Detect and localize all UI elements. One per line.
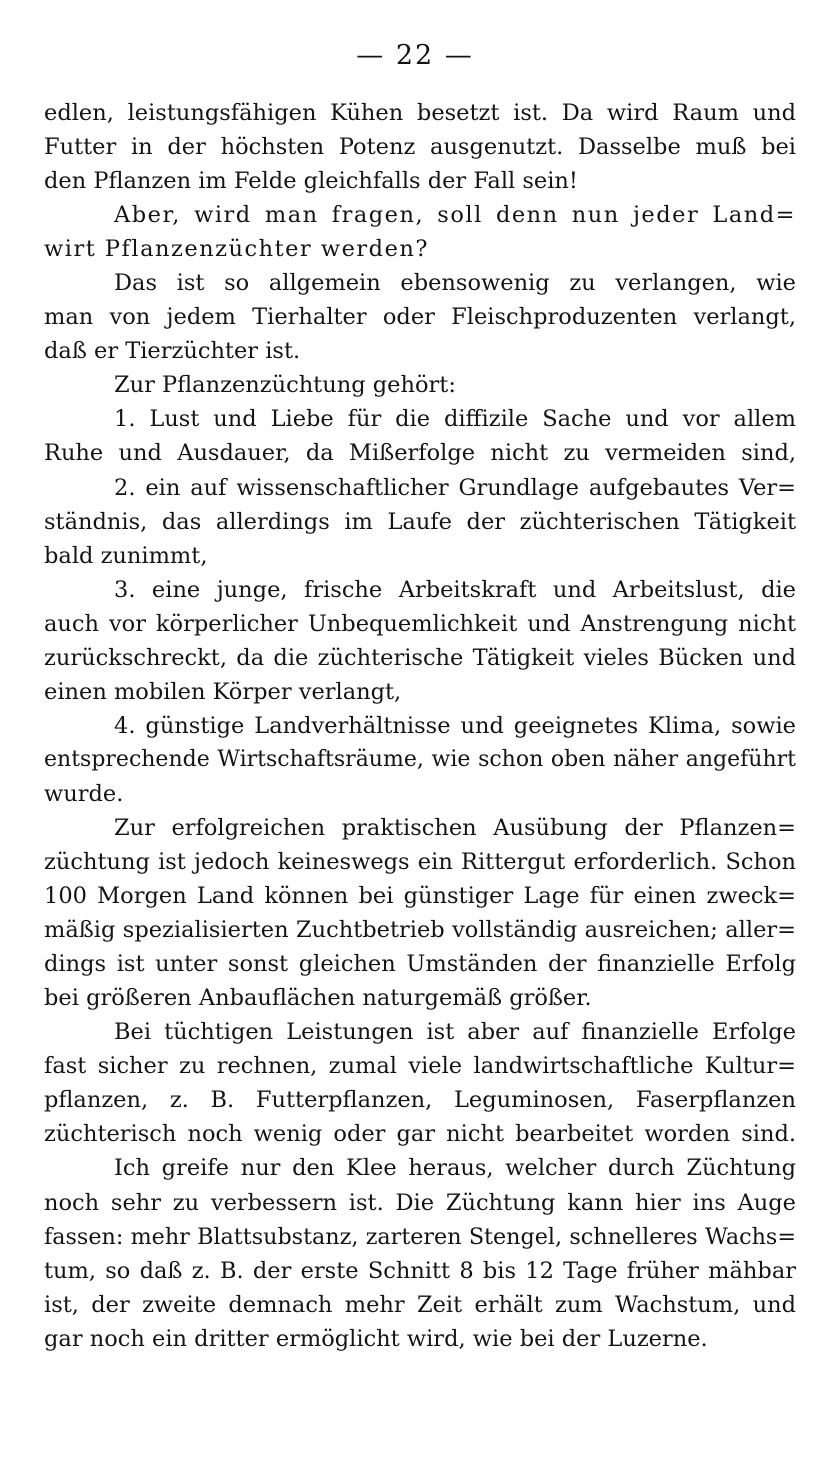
text-line: wirt Pflanzenzüchter werden? [44, 236, 429, 263]
text-line: daß er Tierzüchter ist. [44, 338, 301, 365]
text-line: fassen: mehr Blattsubstanz, zarteren Stengel, schnelleres Wachs= [44, 1223, 796, 1250]
text-line: züchterisch noch wenig oder gar nicht bearbeitet worden sind. [44, 1121, 796, 1148]
text-line: Das ist so allgemein ebensowenig zu verlangen, wie [114, 270, 796, 297]
list-item-3-line: 3. eine junge, frische Arbeitskraft und Arbeitslust, die [114, 576, 796, 603]
page-number: — 22 — [356, 40, 474, 71]
list-item-1-line: 1. Lust und Liebe für die diffizile Sache und vor allem [114, 406, 796, 433]
text-line: pflanzen, z. B. Futterpflanzen, Leguminosen, Faserpflanzen [44, 1087, 796, 1114]
text-line: bei größeren Anbauflächen naturgemäß größer. [44, 985, 592, 1012]
text-line: Ich greife nur den Klee heraus, welcher durch Züchtung [114, 1155, 796, 1182]
list-item-4-line: wurde. [44, 780, 124, 807]
list-item-1-line: Ruhe und Ausdauer, da Mißerfolge nicht zu vermeiden sind, [44, 440, 796, 467]
text-line: ist, der zweite demnach mehr Zeit erhält zum Wachstum, und [44, 1291, 796, 1318]
list-item-3-line: zurückschreckt, da die züchterische Tätigkeit vieles Bücken und [44, 644, 796, 671]
text-line: Zur Pflanzenzüchtung gehört: [114, 372, 456, 399]
list-item-4-line: 4. günstige Landverhältnisse und geeignetes Klima, sowie [114, 712, 796, 739]
text-line: Futter in der höchsten Potenz ausgenutzt. Dasselbe muß bei [44, 134, 796, 161]
list-item-2-line: ständnis, das allerdings im Laufe der züchterischen Tätigkeit [44, 508, 796, 535]
body-text [44, 96, 796, 1356]
text-line: dings ist unter sonst gleichen Umständen der finanzielle Erfolg [44, 951, 796, 978]
text-line: Bei tüchtigen Leistungen ist aber auf finanzielle Erfolge [114, 1019, 796, 1046]
list-item-3-line: einen mobilen Körper verlangt, [44, 678, 402, 705]
list-item-3-line: auch vor körperlicher Unbequemlichkeit und Anstrengung nicht [44, 610, 796, 637]
text-line: Aber, wird man fragen, soll denn nun jeder Land= [114, 202, 796, 229]
text-line: man von jedem Tierhalter oder Fleischproduzenten verlangt, [44, 304, 796, 331]
list-item-2-line: bald zunimmt, [44, 542, 208, 569]
text-line: edlen, leistungsfähigen Kühen besetzt ist. Da wird Raum und [44, 100, 796, 126]
text-line: mäßig spezialisierten Zuchtbetrieb vollständig ausreichen; aller= [44, 917, 796, 944]
text-line: den Pflanzen im Felde gleichfalls der Fall sein! [44, 168, 578, 195]
list-item-4-line: entsprechende Wirtschaftsräume, wie schon oben näher angeführt [44, 746, 796, 772]
text-line: Zur erfolgreichen praktischen Ausübung der Pflanzen= [114, 814, 796, 841]
text-line: tum, so daß z. B. der erste Schnitt 8 bis 12 Tage früher mähbar [44, 1257, 796, 1284]
text-line: gar noch ein dritter ermöglicht wird, wie bei der Luzerne. [44, 1325, 708, 1352]
text-line: züchtung ist jedoch keineswegs ein Rittergut erforderlich. Schon [44, 849, 796, 876]
list-item-2-line: 2. ein auf wissenschaftlicher Grundlage aufgebautes Ver= [114, 474, 796, 501]
text-line: noch sehr zu verbessern ist. Die Züchtung kann hier ins Auge [44, 1189, 796, 1216]
text-line: fast sicher zu rechnen, zumal viele landwirtschaftliche Kultur= [44, 1053, 796, 1080]
text-line: 100 Morgen Land können bei günstiger Lage für einen zweck= [44, 883, 796, 910]
